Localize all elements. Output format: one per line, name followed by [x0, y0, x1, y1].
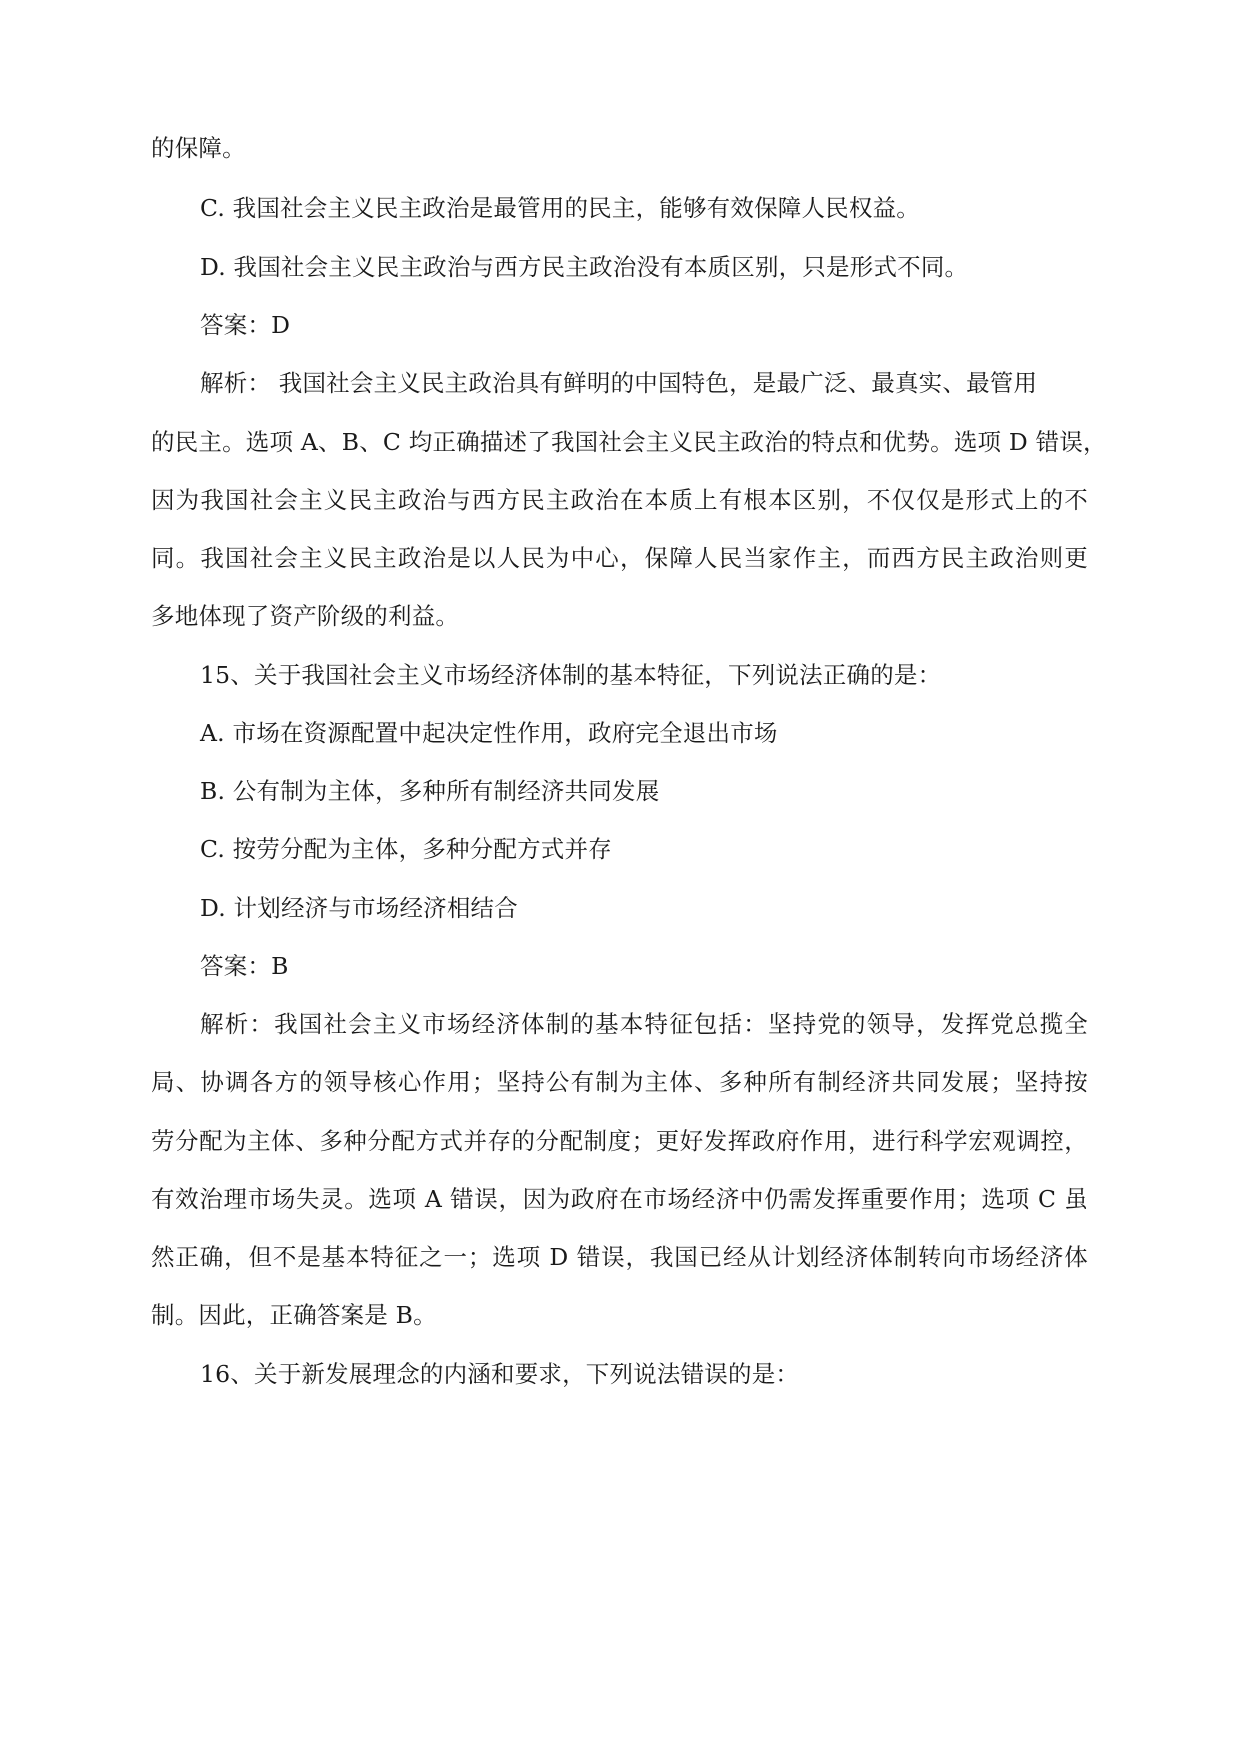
question-15-line: 15、关于我国社会主义市场经济体制的基本特征，下列说法正确的是： — [200, 661, 942, 689]
answer-line: 答案：B — [200, 952, 289, 980]
analysis-line: 制。因此，正确答案是 B。 — [151, 1301, 437, 1329]
analysis-line: 局、协调各方的领导核心作用；坚持公有制为主体、多种所有制经济共同发展；坚持按 — [151, 1068, 1088, 1096]
option-c-line: C. 我国社会主义民主政治是最管用的民主，能够有效保障人民权益。 — [200, 194, 920, 222]
text-line: 的保障。 — [151, 134, 246, 162]
analysis-line: 因为我国社会主义民主政治与西方民主政治在本质上有根本区别，不仅仅是形式上的不 — [151, 486, 1088, 514]
option-d-line: D. 计划经济与市场经济相结合 — [200, 894, 518, 922]
question-16-line: 16、关于新发展理念的内涵和要求，下列说法错误的是： — [200, 1360, 800, 1388]
analysis-line: 解析：我国社会主义市场经济体制的基本特征包括：坚持党的领导，发挥党总揽全 — [200, 1010, 1088, 1038]
analysis-line: 多地体现了资产阶级的利益。 — [151, 602, 460, 630]
option-d-line: D. 我国社会主义民主政治与西方民主政治没有本质区别，只是形式不同。 — [200, 253, 969, 281]
analysis-line: 劳分配为主体、多种分配方式并存的分配制度；更好发挥政府作用，进行科学宏观调控， — [151, 1127, 1088, 1155]
analysis-line: 同。我国社会主义民主政治是以人民为中心，保障人民当家作主，而西方民主政治则更 — [151, 544, 1088, 572]
answer-line: 答案：D — [200, 311, 291, 339]
analysis-line: 的民主。选项 A、B、C 均正确描述了我国社会主义民主政治的特点和优势。选项 D 错误， — [151, 428, 1107, 456]
option-c-line: C. 按劳分配为主体，多种分配方式并存 — [200, 835, 612, 863]
option-a-line: A. 市场在资源配置中起决定性作用，政府完全退出市场 — [200, 719, 778, 747]
option-b-line: B. 公有制为主体，多种所有制经济共同发展 — [200, 777, 660, 805]
analysis-line: 解析： 我国社会主义民主政治具有鲜明的中国特色，是最广泛、最真实、最管用 — [200, 369, 1038, 397]
analysis-line: 然正确，但不是基本特征之一；选项 D 错误，我国已经从计划经济体制转向市场经济体 — [151, 1243, 1088, 1271]
analysis-line: 有效治理市场失灵。选项 A 错误，因为政府在市场经济中仍需发挥重要作用；选项 C 虽 — [151, 1185, 1088, 1213]
